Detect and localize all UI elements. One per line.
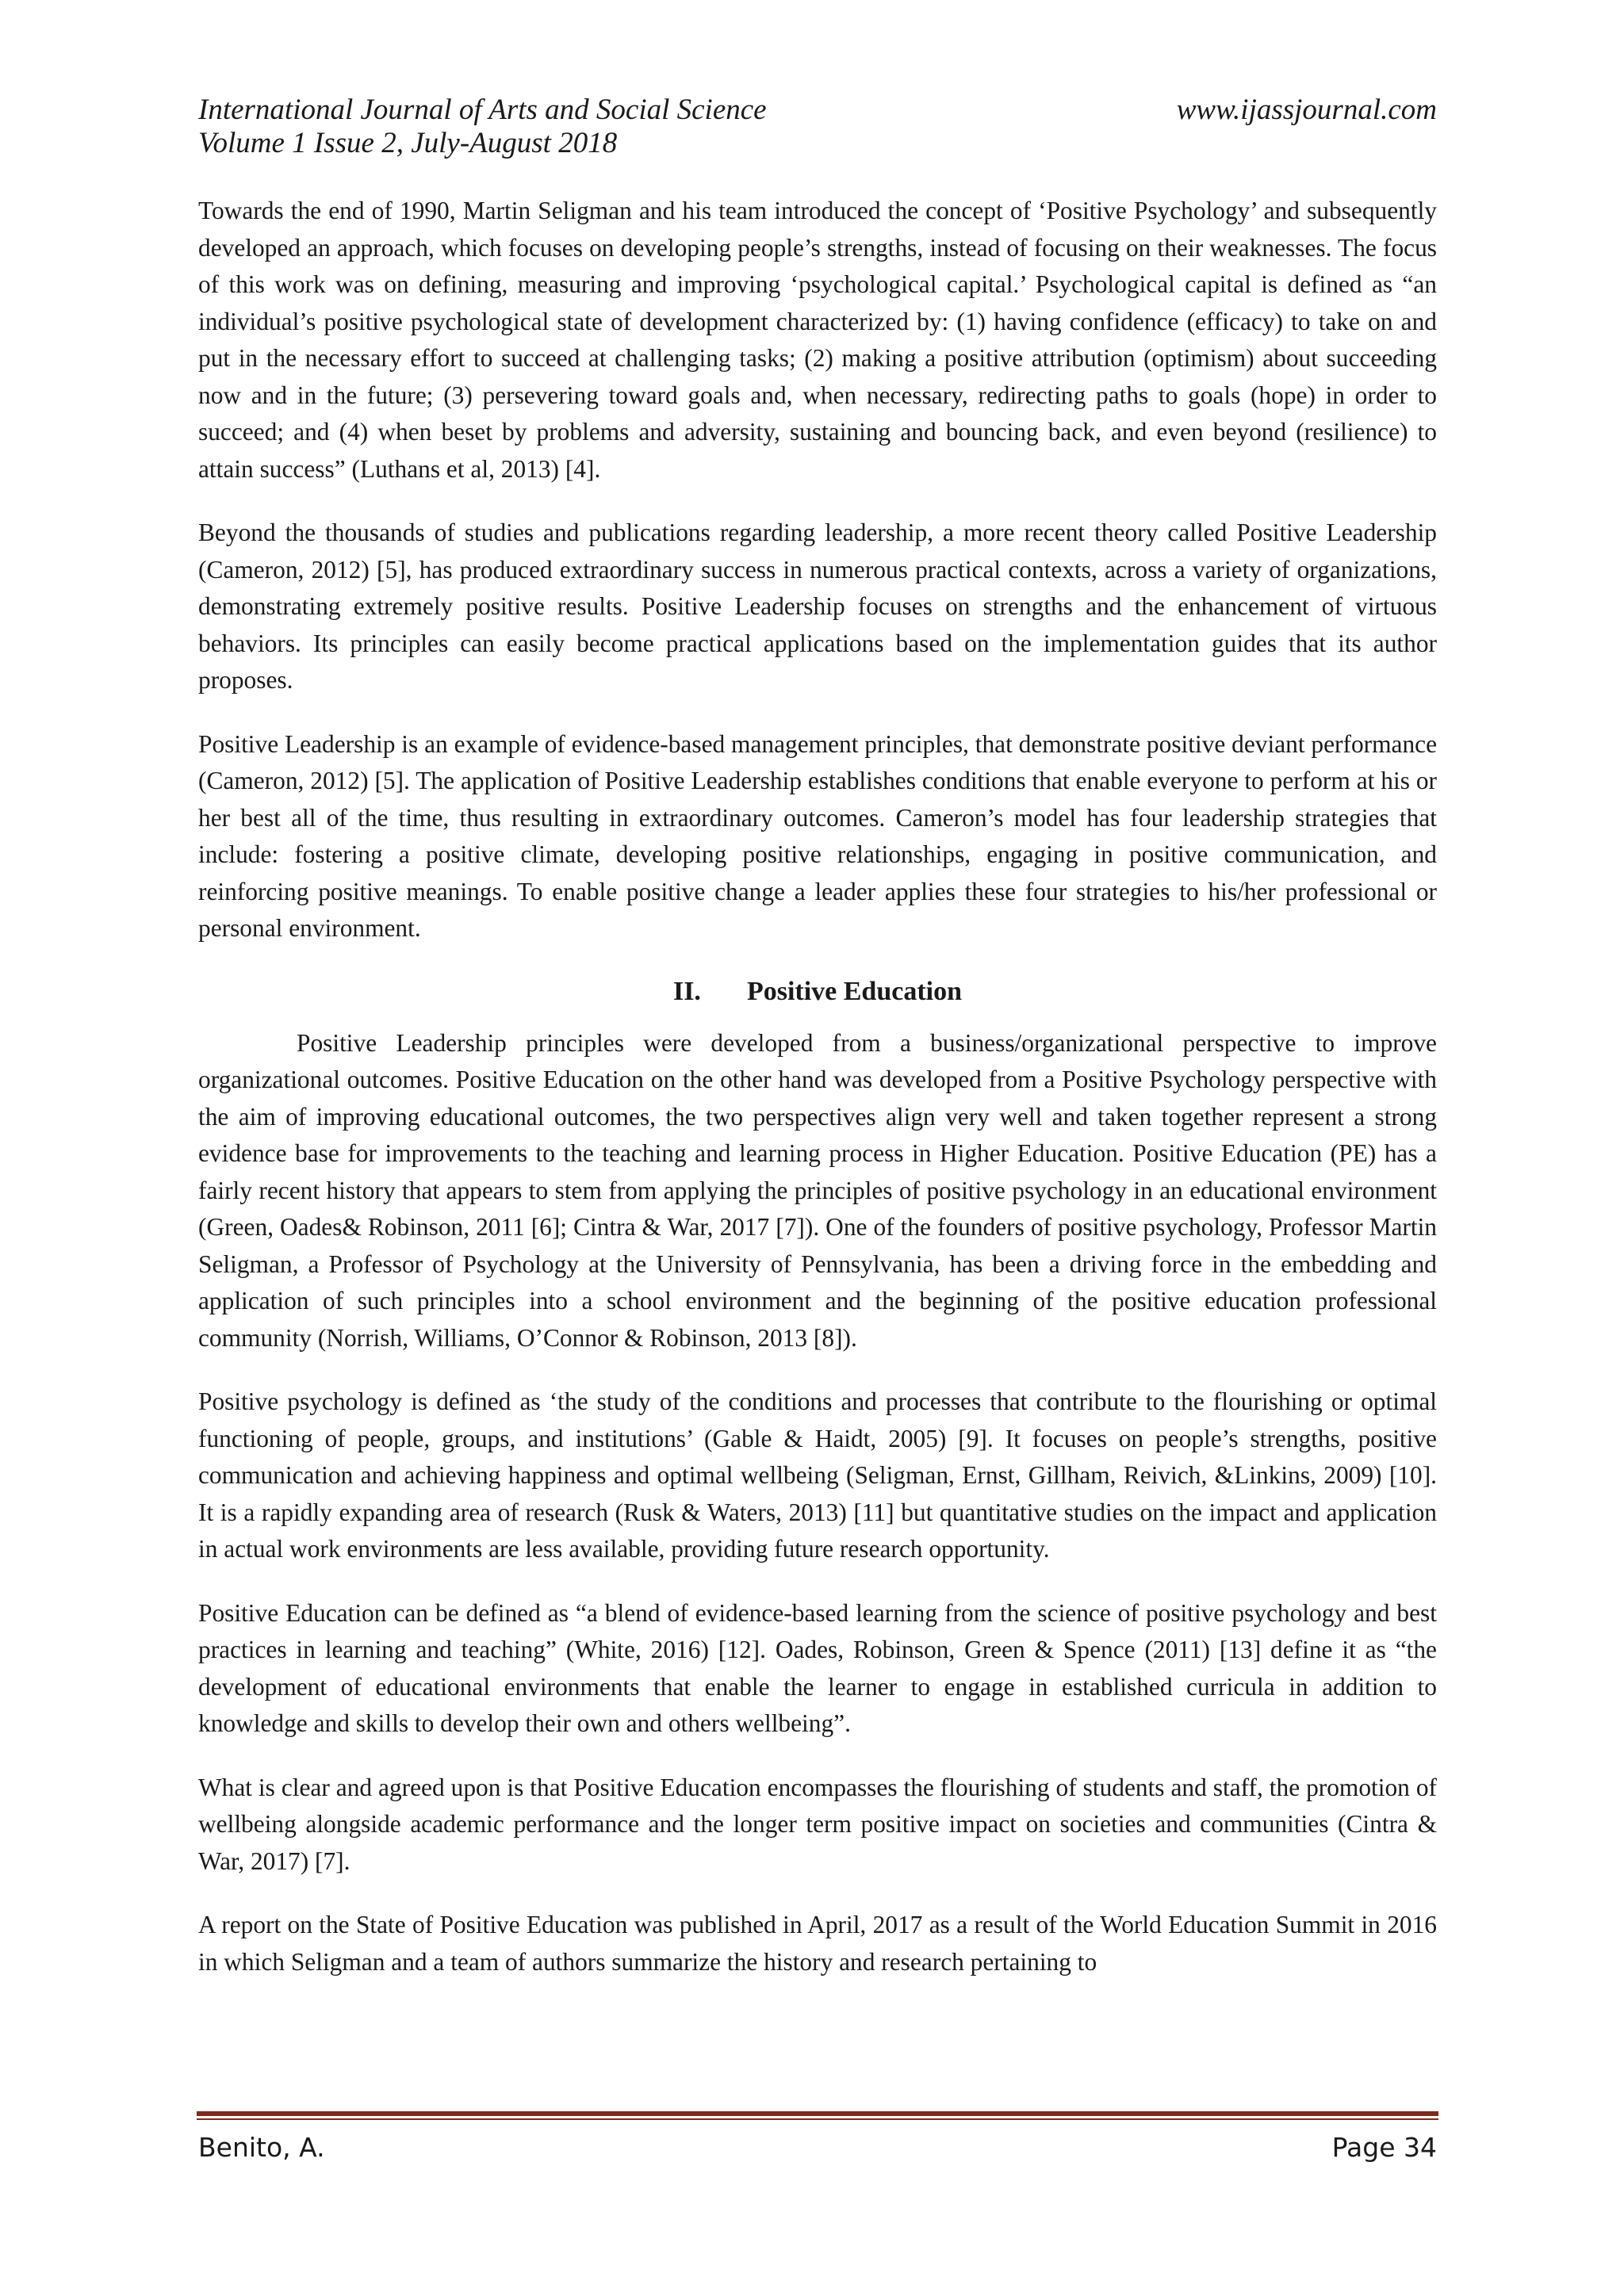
footer-author: Benito, A. — [198, 2132, 325, 2163]
paragraph-state-report: A report on the State of Positive Education was published in April, 2017 as a result of the World Education Summit in 2016 in which Seligman and a team of authors summarize the history and research pertaining to — [198, 1911, 1437, 1976]
paragraph-positive-education-history: Positive Leadership principles were developed from a business/organizational perspective to improve organizational outcomes. Positive Education on the other hand was developed from a Positive Psychology perspective with the aim of improving educational outcomes, the two perspectives align very well and taken together represent a strong evidence base for improvements to the teaching and learning process in Higher Education. Positive Education (PE) has a fairly recent history that appears to stem from applying the principles of positive psychology in an educational environment (Green, Oades& Robinson, 2011 [6]; Cintra & War, 2017 [7]). One of the founders of positive psychology, Professor Martin Seligman, a Professor of Psychology at the University of Pennsylvania, has been a driving force in the embedding and application of such principles into a school environment and the beginning of the positive education professional community (Norrish, Williams, O’Connor & Robinson, 2013 [8]). — [198, 1028, 1437, 1352]
journal-url[interactable]: www.ijassjournal.com — [1176, 94, 1437, 126]
footer-rule-thin — [197, 2118, 1438, 2120]
paragraph-positive-psychology-origin: Towards the end of 1990, Martin Seligman and his team introduced the concept of ‘Positive Psychology’ and subsequently developed an approach, which focuses on developing people’s strengths, instead of focusing on their weaknesses. The focus of this work was on defining, measuring and improving ‘psychological capital.’ Psychological capital is defined as “an individual’s positive psychological state of development characterized by: (1) having confidence (efficacy) to take on and put in the necessary effort to succeed at challenging tasks; (2) making a positive attribution (optimism) about succeeding now and in the future; (3) persevering toward goals and, when necessary, redirecting paths to goals (hope) in order to succeed; and (4) when beset by problems and adversity, sustaining and bouncing back, and even beyond (resilience) to attain success” (Luthans et al, 2013) [4]. — [198, 197, 1437, 483]
section-number: II. — [672, 976, 701, 1006]
running-header — [198, 94, 1437, 160]
page-number: Page 34 — [1331, 2132, 1437, 2163]
paragraph-positive-leadership-model: Positive Leadership is an example of evidence-based management principles, that demonstrate positive deviant performance (Cameron, 2012) [5]. The application of Positive Leadership establishes conditions that enable everyone to perform at his or her best all of the time, thus resulting in extraordinary outcomes. Cameron’s model has four leadership strategies that include: fostering a positive climate, developing positive relationships, engaging in positive communication, and reinforcing positive meanings. To enable positive change a leader applies these four strategies to his/her professional or personal environment. — [198, 729, 1438, 942]
footer-rule-thick — [197, 2111, 1438, 2116]
volume-issue: Volume 1 Issue 2, July-August 2018 — [198, 127, 618, 159]
paragraph-agreed-scope: What is clear and agreed upon is that Positive Education encompasses the flourishing of students and staff, the promotion of wellbeing alongside academic performance and the longer term positive impact on societies and communities (Cintra & War, 2017) [7]. — [198, 1773, 1437, 1875]
journal-title: International Journal of Arts and Social Science — [198, 94, 767, 126]
paragraph-positive-psychology-definition: Positive psychology is defined as ‘the study of the conditions and processes that contribute to the flourishing or optimal functioning of people, groups, and institutions’ (Gable & Haidt, 2005) [9]. It focuses on people’s strengths, positive communication and achieving happiness and optimal wellbeing (Seligman, Ernst, Gillham, Reivich, &Linkins, 2009) [10]. It is a rapidly expanding area of research (Rusk & Waters, 2013) [11] but quantitative studies on the impact and application in actual work environments are less available, providing future research opportunity. — [198, 1387, 1437, 1563]
running-footer — [198, 2132, 1437, 2164]
paragraph-positive-leadership-intro: Beyond the thousands of studies and publications regarding leadership, a more recent theory called Positive Leadership (Cameron, 2012) [5], has produced extraordinary success in numerous practical contexts, across a variety of organizations, demonstrating extremely positive results. Positive Leadership focuses on strengths and the enhancement of virtuous behaviors. Its principles can easily become practical applications based on the implementation guides that its author proposes. — [198, 519, 1437, 694]
section-heading — [198, 974, 1437, 1009]
section-title: Positive Education — [746, 976, 963, 1006]
footer-rule — [197, 2111, 1438, 2120]
paragraph-positive-education-definition: Positive Education can be defined as “a blend of evidence-based learning from the science of positive psychology and best practices in learning and teaching” (White, 2016) [12]. Oades, Robinson, Green & Spence (2011) [13] define it as “the development of educational environments that enable the learner to engage in established curricula in addition to knowledge and skills to develop their own and others wellbeing”. — [198, 1598, 1437, 1737]
body-text — [198, 193, 1437, 2007]
